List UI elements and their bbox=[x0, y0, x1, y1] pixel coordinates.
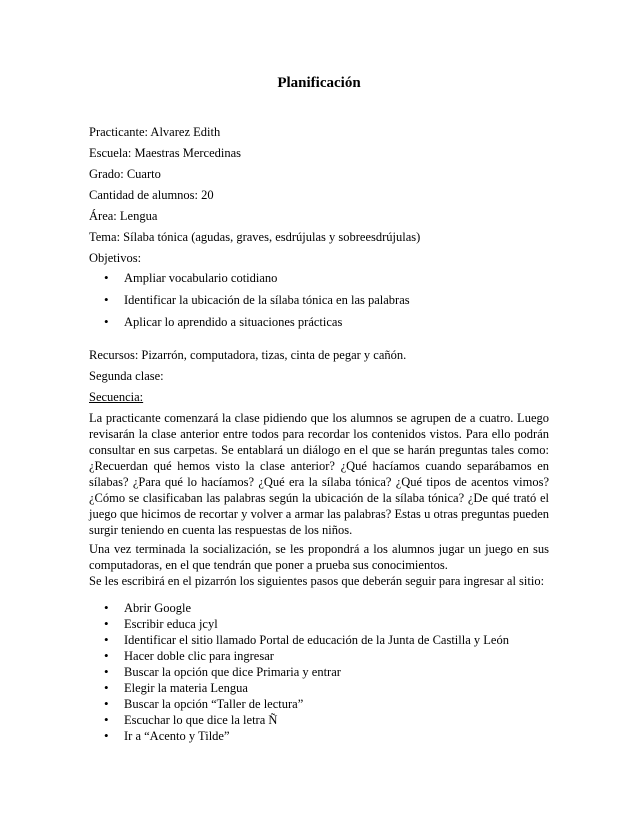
class-label: Segunda clase: bbox=[89, 369, 164, 383]
field-practicante: Practicante: Alvarez Edith bbox=[89, 125, 221, 139]
sequence-heading: Secuencia: bbox=[89, 390, 144, 404]
list-item: • Ampliar vocabulario cotidiano bbox=[89, 267, 410, 289]
paragraph-intro: La practicante comenzará la clase pidiendo que los alumnos se agrupen de a cuatro. Luego revisarán la clase anterior entre todos para recordar los contenidos vistos. Para ello podrán consultar en sus carpetas. Se entablará un diálogo en el que se harán preguntas tales como: ¿Recuerdan qué hemos visto la clase anterior? ¿Qué hacíamos cuando separábamos en sílabas? ¿Para qué lo hacíamos? ¿Qué era la sílaba tónica? ¿Qué tipos de acentos vimos? ¿Cómo se clasificaban las palabras según la ubicación de la sílaba tónica? ¿De qué trató el juego que hicimos de recortar y volver a armar las palabras? Estas u otras preguntas pueden surgir teniendo en cuenta las respuestas de los niños. bbox=[89, 411, 549, 537]
field-area: Área: Lengua bbox=[89, 209, 158, 223]
list-item: • Escuchar lo que dice la letra Ñ bbox=[89, 712, 509, 728]
list-item: • Aplicar lo aprendido a situaciones prácticas bbox=[89, 311, 410, 333]
list-item: • Identificar el sitio llamado Portal de educación de la Junta de Castilla y León bbox=[89, 632, 509, 648]
field-recursos: Recursos: Pizarrón, computadora, tizas, cinta de pegar y cañón. bbox=[89, 348, 407, 362]
paragraph-socializacion: Una vez terminada la socialización, se les propondrá a los alumnos jugar un juego en sus computadoras, en el que tendrán que poner a prueba sus conocimientos. bbox=[89, 542, 549, 572]
field-tema: Tema: Sílaba tónica (agudas, graves, esdrújulas y sobreesdrújulas) bbox=[89, 230, 421, 244]
objectives-list bbox=[89, 267, 410, 333]
list-item: • Elegir la materia Lengua bbox=[89, 680, 509, 696]
list-item: • Identificar la ubicación de la sílaba tónica en las palabras bbox=[89, 289, 410, 311]
list-item: • Buscar la opción “Taller de lectura” bbox=[89, 696, 509, 712]
list-item: • Escribir educa jcyl bbox=[89, 616, 509, 632]
list-item: • Abrir Google bbox=[89, 600, 509, 616]
field-cantidad-alumnos: Cantidad de alumnos: 20 bbox=[89, 188, 214, 202]
page-title: Planificación bbox=[277, 75, 361, 91]
list-item: • Buscar la opción que dice Primaria y entrar bbox=[89, 664, 509, 680]
field-grado: Grado: Cuarto bbox=[89, 167, 161, 181]
field-escuela: Escuela: Maestras Mercedinas bbox=[89, 146, 242, 160]
field-objetivos-label: Objetivos: bbox=[89, 251, 142, 265]
list-item: • Ir a “Acento y Tilde” bbox=[89, 728, 509, 744]
steps-list bbox=[89, 600, 509, 744]
paragraph-pasos: Se les escribirá en el pizarrón los siguientes pasos que deberán seguir para ingresar al sitio: bbox=[89, 574, 545, 588]
list-item: • Hacer doble clic para ingresar bbox=[89, 648, 509, 664]
